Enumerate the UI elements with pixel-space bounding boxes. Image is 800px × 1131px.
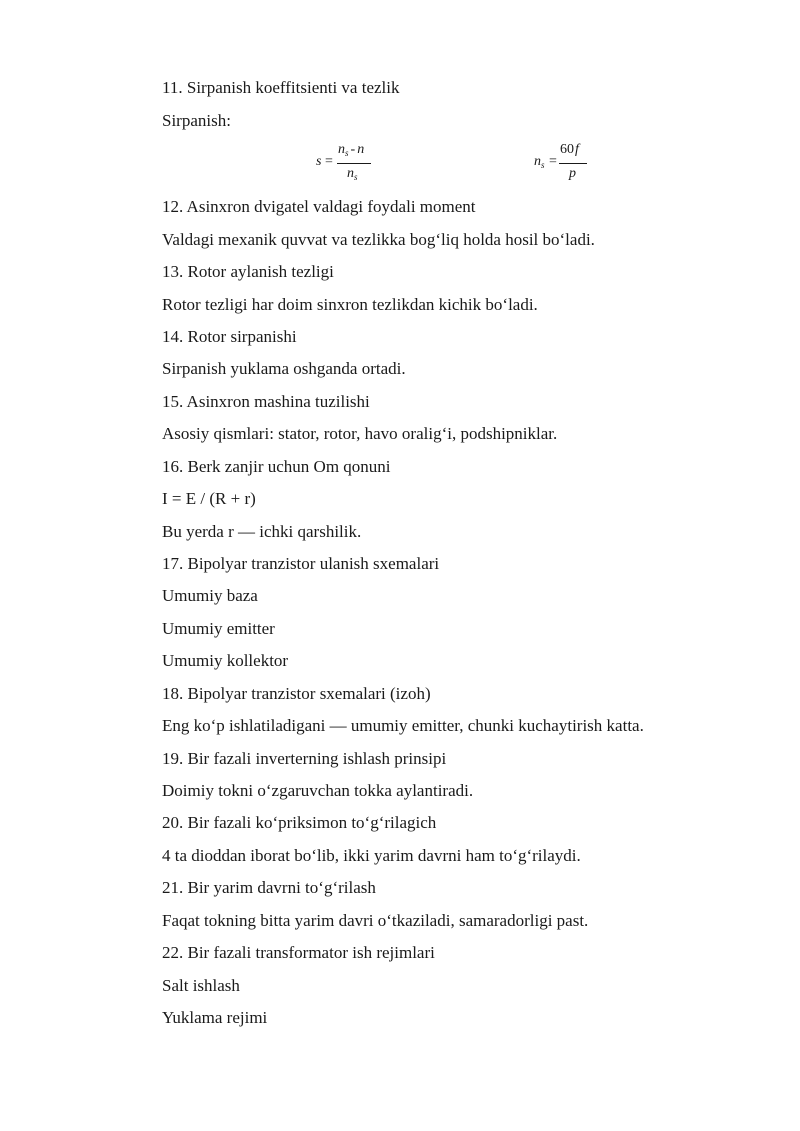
paragraph-15: Asosiy qismlari: stator, rotor, havo oralig‘i, podshipniklar. <box>162 424 558 443</box>
heading-14: 14. Rotor sirpanishi <box>162 327 297 346</box>
heading-17: 17. Bipolyar tranzistor ulanish sxemalari <box>162 554 440 573</box>
heading-18: 18. Bipolyar tranzistor sxemalari (izoh) <box>162 684 431 703</box>
heading-21: 21. Bir yarim davrni to‘g‘rilash <box>162 878 376 897</box>
paragraph-16: Bu yerda r — ichki qarshilik. <box>162 522 362 541</box>
slip-equals: = <box>325 154 333 169</box>
heading-20: 20. Bir fazali ko‘priksimon to‘g‘rilagich <box>162 813 437 832</box>
slip-lhs: s <box>316 154 322 169</box>
sync-denominator: p <box>569 166 576 181</box>
list-item-salt-ishlash: Salt ishlash <box>162 976 240 995</box>
sync-fraction-bar <box>559 163 587 164</box>
heading-13: 13. Rotor aylanish tezligi <box>162 262 334 281</box>
sync-lhs-n: n <box>534 154 541 169</box>
ohm-law-formula: I = E / (R + r) <box>162 489 256 508</box>
slip-denominator <box>347 166 358 182</box>
sync-speed-formula <box>534 142 594 188</box>
sync-equals: = <box>549 154 557 169</box>
paragraph-19: Doimiy tokni o‘zgaruvchan tokka aylantiradi. <box>162 781 474 800</box>
list-item-umumiy-baza: Umumiy baza <box>162 586 258 605</box>
slip-num-tail: n <box>357 142 365 157</box>
heading-22: 22. Bir fazali transformator ish rejimlari <box>162 943 435 962</box>
paragraph-18: Eng ko‘p ishlatiladigani — umumiy emitter, chunki kuchaytirish katta. <box>162 716 644 735</box>
paragraph-12: Valdagi mexanik quvvat va tezlikka bog‘liq holda hosil bo‘ladi. <box>162 230 595 249</box>
list-item-umumiy-kollektor: Umumiy kollektor <box>162 651 289 670</box>
paragraph-14: Sirpanish yuklama oshganda ortadi. <box>162 359 406 378</box>
sync-numerator <box>560 142 579 158</box>
formula-row <box>0 142 800 188</box>
paragraph-13: Rotor tezligi har doim sinxron tezlikdan kichik bo‘ladi. <box>162 295 538 314</box>
slip-num-minus: - <box>350 142 356 157</box>
heading-19: 19. Bir fazali inverterning ishlash prinsipi <box>162 749 447 768</box>
sync-lhs-sub: s <box>541 160 545 170</box>
slip-numerator <box>338 142 364 158</box>
slip-num-sub: s <box>345 148 349 158</box>
slip-fraction-bar <box>337 163 371 164</box>
slip-num-n: n <box>338 142 345 157</box>
list-item-yuklama-rejimi: Yuklama rejimi <box>162 1008 268 1027</box>
heading-12: 12. Asinxron dvigatel valdagi foydali moment <box>162 197 476 216</box>
sync-num-f: f <box>575 142 579 157</box>
slip-formula <box>316 142 376 188</box>
sync-num-60: 60 <box>560 142 574 157</box>
sync-lhs <box>534 154 545 170</box>
heading-11: 11. Sirpanish koeffitsienti va tezlik <box>162 78 400 97</box>
slip-den-n: n <box>347 166 354 181</box>
paragraph-20: 4 ta dioddan iborat bo‘lib, ikki yarim davrni ham to‘g‘rilaydi. <box>162 846 581 865</box>
paragraph-21: Faqat tokning bitta yarim davri o‘tkaziladi, samaradorligi past. <box>162 911 589 930</box>
list-item-umumiy-emitter: Umumiy emitter <box>162 619 275 638</box>
heading-15: 15. Asinxron mashina tuzilishi <box>162 392 370 411</box>
paragraph-sirpanish-label: Sirpanish: <box>162 111 231 130</box>
slip-den-sub: s <box>354 172 358 182</box>
heading-16: 16. Berk zanjir uchun Om qonuni <box>162 457 391 476</box>
